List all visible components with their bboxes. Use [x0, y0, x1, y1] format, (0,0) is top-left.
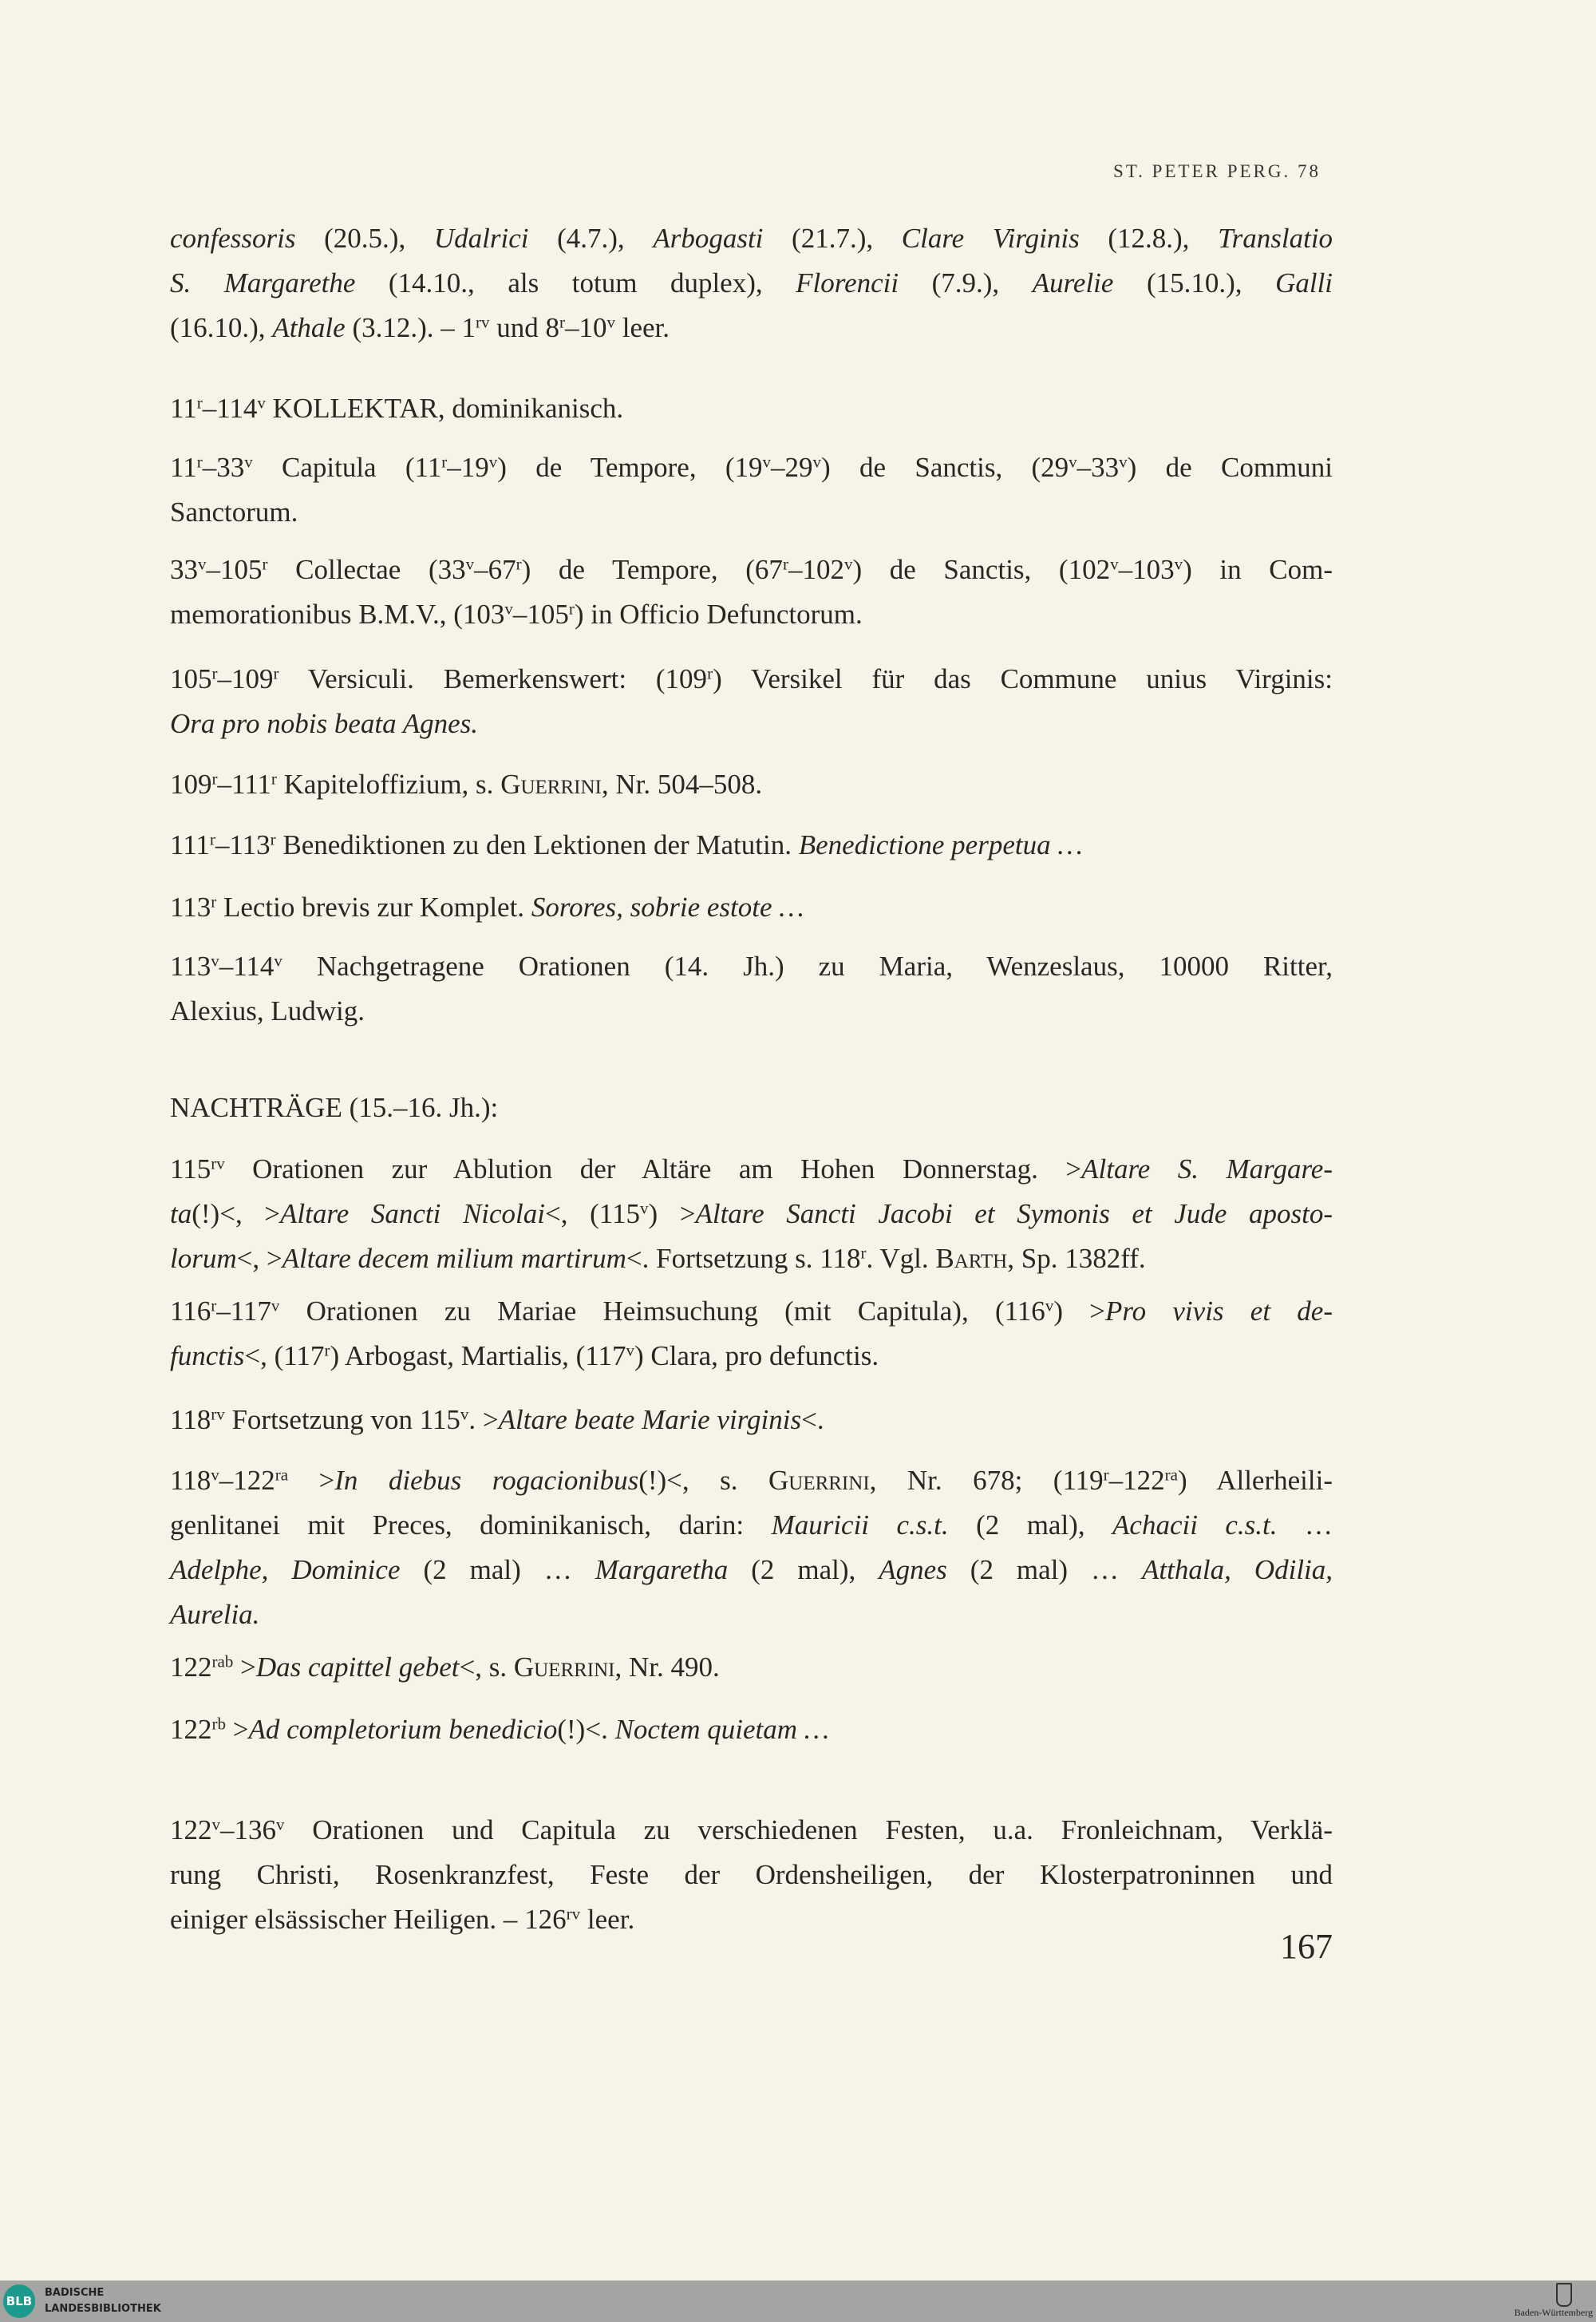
text-run: 33 — [170, 554, 198, 585]
folio-superscript: rab — [211, 1652, 234, 1671]
folio-superscript: r — [860, 1243, 867, 1263]
entry-paragraph — [170, 823, 1333, 868]
folio-superscript: rb — [211, 1714, 226, 1734]
folio-superscript: r — [1103, 1465, 1109, 1485]
folio-superscript: rv — [211, 1404, 225, 1424]
text-run: (14.10., als totum duplex), — [355, 267, 796, 299]
text-run: –19 — [447, 452, 489, 483]
text-run: –105 — [206, 554, 263, 585]
entry-paragraph — [170, 1398, 1333, 1442]
text-run: ) de Tempore, (67 — [521, 554, 783, 585]
text-line — [170, 306, 1333, 350]
text-run: leer. — [615, 312, 670, 343]
text-run: –10 — [565, 312, 607, 343]
italic-text: Pro vivis et de- — [1104, 1295, 1333, 1327]
footer-bar — [0, 2280, 1596, 2322]
text-run: Alexius, Ludwig. — [170, 995, 365, 1027]
text-line — [170, 657, 1333, 702]
text-run: –114 — [219, 951, 275, 982]
folio-superscript: r — [211, 1295, 217, 1315]
folio-superscript: v — [843, 554, 853, 574]
italic-text: Achacii c.s.t. — [1112, 1509, 1278, 1541]
italic-text: Sorores, sobrie estote … — [531, 892, 804, 923]
text-line — [170, 1645, 1333, 1690]
text-run: Orationen zu Mariae Heimsuchung (mit Capitula), (116 — [279, 1295, 1045, 1327]
text-line — [170, 885, 1333, 930]
italic-text: Aurelia. — [170, 1599, 260, 1630]
folio-superscript: v — [504, 599, 513, 619]
text-run: –109 — [217, 663, 274, 694]
text-line — [170, 944, 1333, 989]
text-line — [170, 702, 1333, 746]
coat-of-arms-icon — [1556, 2283, 1572, 2307]
text-run: ) Clara, pro defunctis. — [634, 1340, 879, 1371]
italic-text: Altare S. Margare- — [1081, 1153, 1333, 1185]
state-name: Baden-Württemberg — [1514, 2307, 1593, 2318]
text-run: , Nr. 490. — [614, 1652, 720, 1683]
text-run: (2 mal), — [728, 1554, 879, 1585]
folio-superscript: rv — [211, 1153, 225, 1173]
text-run: leer. — [580, 1904, 635, 1935]
text-run: 115 — [170, 1153, 211, 1185]
small-caps-name: Barth — [935, 1243, 1008, 1274]
text-run: . > — [468, 1404, 499, 1435]
library-name[interactable] — [45, 2285, 161, 2317]
text-line — [170, 592, 1333, 637]
text-line — [170, 1592, 1333, 1637]
italic-text: Florencii — [796, 267, 899, 299]
text-run: ) de Sanctis, (102 — [852, 554, 1111, 585]
running-head: ST. PETER PERG. 78 — [1113, 161, 1321, 181]
folio-superscript: r — [273, 663, 279, 683]
folio-superscript: v — [626, 1340, 634, 1360]
folio-superscript: r — [211, 769, 218, 789]
italic-text: Das capittel gebet — [255, 1652, 460, 1683]
text-run: > — [233, 1652, 256, 1683]
folio-superscript: ra — [275, 1465, 289, 1485]
text-run: ) in Com- — [1183, 554, 1333, 585]
folio-superscript: ra — [1164, 1465, 1178, 1485]
folio-superscript: v — [244, 452, 253, 472]
italic-text: ta — [170, 1198, 192, 1229]
text-run: 122 — [170, 1652, 212, 1683]
text-run: ) Versikel für das Commune unius Virginis: — [713, 663, 1333, 694]
folio-superscript: r — [211, 663, 218, 683]
text-run: , Nr. 504–508. — [601, 769, 763, 800]
text-run: Benediktionen zu den Lektionen der Matutin. — [275, 829, 799, 860]
entry-paragraph — [170, 944, 1333, 1034]
text-line — [170, 1289, 1333, 1334]
text-line — [170, 989, 1333, 1034]
text-run: Capitula (11 — [252, 452, 442, 483]
text-run: (2 mal) … — [946, 1554, 1143, 1585]
folio-superscript: v — [812, 452, 822, 472]
italic-text: Galli — [1275, 267, 1333, 299]
italic-text: Agnes — [879, 1554, 947, 1585]
folio-superscript: r — [782, 554, 788, 574]
text-run: –122 — [219, 1465, 275, 1496]
folio-superscript: v — [1110, 554, 1119, 574]
text-line — [170, 1897, 1333, 1942]
italic-text: Translatio — [1218, 223, 1333, 254]
folio-superscript: v — [762, 452, 772, 472]
text-run: <, (117 — [244, 1340, 325, 1371]
text-run: rung Christi, Rosenkranzfest, Feste der Ordensheiligen, der Klosterpatroninnen und — [170, 1859, 1333, 1890]
text-run: (12.8.), — [1079, 223, 1219, 254]
text-run: 109 — [170, 769, 212, 800]
text-run: (!)<. — [557, 1714, 615, 1745]
italic-text: functis — [170, 1340, 245, 1371]
italic-text: Arbogasti — [653, 223, 764, 254]
small-caps-name: Guerrini — [500, 769, 602, 800]
text-run: –67 — [474, 554, 516, 585]
small-caps-name: Guerrini — [768, 1465, 870, 1496]
folio-superscript: r — [324, 1340, 330, 1360]
entry-paragraph — [170, 1645, 1333, 1690]
text-run: <, (115 — [545, 1198, 640, 1229]
italic-text: Margaretha — [595, 1554, 729, 1585]
text-line — [170, 1192, 1333, 1236]
text-run: –33 — [1077, 452, 1120, 483]
blb-logo-icon[interactable]: BLB — [3, 2284, 35, 2318]
text-run: (!)<, > — [192, 1198, 281, 1229]
folio-superscript: r — [209, 829, 215, 849]
entry-paragraph — [170, 1808, 1333, 1942]
text-run: 118 — [170, 1404, 211, 1435]
italic-text: Atthala, Odilia, — [1142, 1554, 1333, 1585]
text-line — [170, 261, 1333, 306]
folio-superscript: r — [441, 452, 448, 472]
text-run: 113 — [170, 951, 211, 982]
entry-paragraph — [170, 445, 1333, 535]
entry-paragraph — [170, 386, 1333, 431]
folio-superscript: v — [271, 1295, 280, 1315]
text-line — [170, 1086, 1333, 1130]
text-run: > — [288, 1465, 335, 1496]
text-run: 111 — [170, 829, 210, 860]
text-run: (21.7.), — [763, 223, 902, 254]
text-run: <. Fortsetzung s. 118 — [626, 1243, 861, 1274]
text-line — [170, 1808, 1333, 1853]
text-run: –136 — [220, 1814, 276, 1845]
text-run: (4.7.), — [528, 223, 654, 254]
library-name-line-2: LANDESBIBLIOTHEK — [45, 2303, 161, 2315]
text-run: (15.10.), — [1113, 267, 1276, 299]
folio-superscript: r — [707, 663, 713, 683]
text-line — [170, 823, 1333, 868]
entry-paragraph — [170, 1458, 1333, 1637]
text-run: 122 — [170, 1714, 212, 1745]
text-run: –33 — [202, 452, 245, 483]
entry-paragraph — [170, 548, 1333, 637]
text-run: . Vgl. — [866, 1243, 936, 1274]
italic-text: Ora pro nobis beata Agnes. — [170, 708, 478, 739]
text-run: 11 — [170, 452, 197, 483]
italic-text: Altare Sancti Nicolai — [280, 1198, 545, 1229]
italic-text: Benedictione perpetua … — [798, 829, 1083, 860]
text-run: 11 — [170, 393, 197, 424]
text-line — [170, 1707, 1333, 1752]
text-run: –114 — [202, 393, 258, 424]
text-run: (20.5.), — [295, 223, 434, 254]
library-name-line-1: BADISCHE — [45, 2287, 105, 2299]
text-run: und 8 — [489, 312, 559, 343]
italic-text: Clare Virginis — [901, 223, 1080, 254]
text-run: –29 — [771, 452, 813, 483]
text-line — [170, 1236, 1333, 1281]
folio-superscript: v — [1069, 452, 1077, 472]
entry-paragraph — [170, 1086, 1333, 1130]
text-run: 122 — [170, 1814, 212, 1845]
text-run: Versiculi. Bemerkenswert: (109 — [279, 663, 708, 694]
text-run: 105 — [170, 663, 212, 694]
folio-superscript: v — [276, 1814, 285, 1834]
italic-text: Altare Sancti Jacobi et Symonis et Jude aposto- — [695, 1198, 1333, 1229]
text-run: ) de Tempore, (19 — [497, 452, 763, 483]
italic-text: Adelphe, Dominice — [170, 1554, 401, 1585]
text-run: (3.12.). – 1 — [345, 312, 476, 343]
text-run: (2 mal) … — [400, 1554, 595, 1585]
text-line — [170, 1458, 1333, 1503]
text-run: Fortsetzung von 115 — [224, 1404, 460, 1435]
text-run: , Nr. 678; (119 — [869, 1465, 1104, 1496]
text-run: ) in Officio Defunctorum. — [574, 599, 863, 630]
folio-superscript: v — [465, 554, 475, 574]
folio-superscript: v — [211, 1465, 219, 1485]
folio-superscript: rv — [476, 312, 490, 332]
text-run: –113 — [215, 829, 271, 860]
text-run: (16.10.), — [170, 312, 273, 343]
folio-superscript: v — [1045, 1295, 1054, 1315]
folio-superscript: v — [211, 951, 219, 971]
page-number: 167 — [1280, 1927, 1333, 1966]
text-run: –111 — [217, 769, 271, 800]
text-run: ) Allerheili- — [1178, 1465, 1333, 1496]
folio-superscript: v — [460, 1404, 469, 1424]
entry-paragraph — [170, 1147, 1333, 1281]
text-run: Kapiteloffizium, s. — [276, 769, 501, 800]
small-caps-name: Guerrini — [513, 1652, 615, 1683]
italic-text: Mauricii c.s.t. — [771, 1509, 949, 1541]
entry-paragraph — [170, 885, 1333, 930]
text-line — [170, 762, 1333, 807]
folio-superscript: v — [1119, 452, 1128, 472]
text-line — [170, 1548, 1333, 1592]
folio-superscript: v — [639, 1198, 649, 1218]
folio-superscript: r — [262, 554, 268, 574]
text-run: > — [226, 1714, 249, 1745]
italic-text: Altare beate Marie virginis — [498, 1404, 802, 1435]
italic-text: Noctem quietam … — [614, 1714, 829, 1745]
text-run: ) de Communi — [1127, 452, 1333, 483]
text-run: Sanctorum. — [170, 496, 298, 528]
folio-superscript: r — [196, 393, 203, 413]
text-run: –102 — [788, 554, 844, 585]
text-line — [170, 490, 1333, 535]
folio-superscript: r — [516, 554, 522, 574]
text-run: 118 — [170, 1465, 211, 1496]
text-run: Orationen und Capitula zu verschiedenen Festen, u.a. Fronleichnam, Verklä- — [284, 1814, 1333, 1845]
text-run: 116 — [170, 1295, 211, 1327]
text-run: ) > — [648, 1198, 696, 1229]
text-run: Collectae (33 — [267, 554, 466, 585]
folio-superscript: v — [488, 452, 498, 472]
folio-superscript: v — [274, 951, 282, 971]
italic-text: S. Margarethe — [170, 267, 356, 299]
entry-paragraph — [170, 762, 1333, 807]
folio-superscript: r — [196, 452, 203, 472]
text-line — [170, 1503, 1333, 1548]
text-run: … — [1277, 1509, 1333, 1541]
folio-superscript: r — [271, 769, 277, 789]
text-run: memorationibus B.M.V., (103 — [170, 599, 505, 630]
folio-superscript: v — [606, 312, 615, 332]
text-run: Orationen zur Ablution der Altäre am Hohen Donnerstag. > — [224, 1153, 1082, 1185]
text-run: –105 — [512, 599, 569, 630]
text-run: ) Arbogast, Martialis, (117 — [330, 1340, 626, 1371]
text-run: –122 — [1108, 1465, 1165, 1496]
text-run: 113 — [170, 892, 211, 923]
folio-superscript: v — [257, 393, 266, 413]
text-run: –117 — [216, 1295, 271, 1327]
folio-superscript: r — [211, 892, 217, 912]
italic-text: Athale — [272, 312, 346, 343]
folio-superscript: r — [270, 829, 276, 849]
text-run: <, s. — [459, 1652, 514, 1683]
italic-text: lorum — [170, 1243, 237, 1274]
italic-text: Aurelie — [1032, 267, 1114, 299]
text-run: Nachgetragene Orationen (14. Jh.) zu Maria, Wenzeslaus, 10000 Ritter, — [282, 951, 1333, 982]
folio-superscript: v — [1174, 554, 1183, 574]
text-line — [170, 445, 1333, 490]
text-line — [170, 386, 1333, 431]
text-run: NACHTRÄGE (15.–16. Jh.): — [170, 1092, 499, 1123]
text-run: –103 — [1118, 554, 1175, 585]
text-run: <. — [801, 1404, 824, 1435]
folio-superscript: v — [211, 1814, 220, 1834]
text-run: (!)<, s. — [638, 1465, 768, 1496]
text-line — [170, 1398, 1333, 1442]
text-run: genlitanei mit Preces, dominikanisch, darin: — [170, 1509, 772, 1541]
folio-superscript: r — [568, 599, 575, 619]
folio-superscript: r — [559, 312, 565, 332]
entry-paragraph — [170, 1707, 1333, 1752]
entry-paragraph — [170, 1289, 1333, 1379]
italic-text: Udalrici — [433, 223, 529, 254]
italic-text: confessoris — [170, 223, 296, 254]
text-line — [170, 216, 1333, 261]
italic-text: Ad completorium benedicio — [248, 1714, 558, 1745]
text-run: Lectio brevis zur Komplet. — [216, 892, 531, 923]
text-line — [170, 1853, 1333, 1897]
text-line — [170, 1334, 1333, 1379]
folio-superscript: rv — [566, 1904, 581, 1924]
entry-paragraph — [170, 216, 1333, 350]
text-line — [170, 1147, 1333, 1192]
text-line — [170, 548, 1333, 592]
italic-text: In diebus rogacionibus — [334, 1465, 639, 1496]
entry-paragraph — [170, 657, 1333, 746]
folio-superscript: v — [198, 554, 207, 574]
text-run: , Sp. 1382ff. — [1007, 1243, 1146, 1274]
text-run: (7.9.), — [899, 267, 1033, 299]
italic-text: Altare decem milium martirum — [282, 1243, 626, 1274]
text-run: ) de Sanctis, (29 — [821, 452, 1069, 483]
text-run: ) > — [1053, 1295, 1105, 1327]
text-run: <, > — [236, 1243, 282, 1274]
text-run: (2 mal), — [948, 1509, 1113, 1541]
text-run: einiger elsässischer Heiligen. – 126 — [170, 1904, 567, 1935]
text-run: KOLLEKTAR, dominikanisch. — [265, 393, 624, 424]
